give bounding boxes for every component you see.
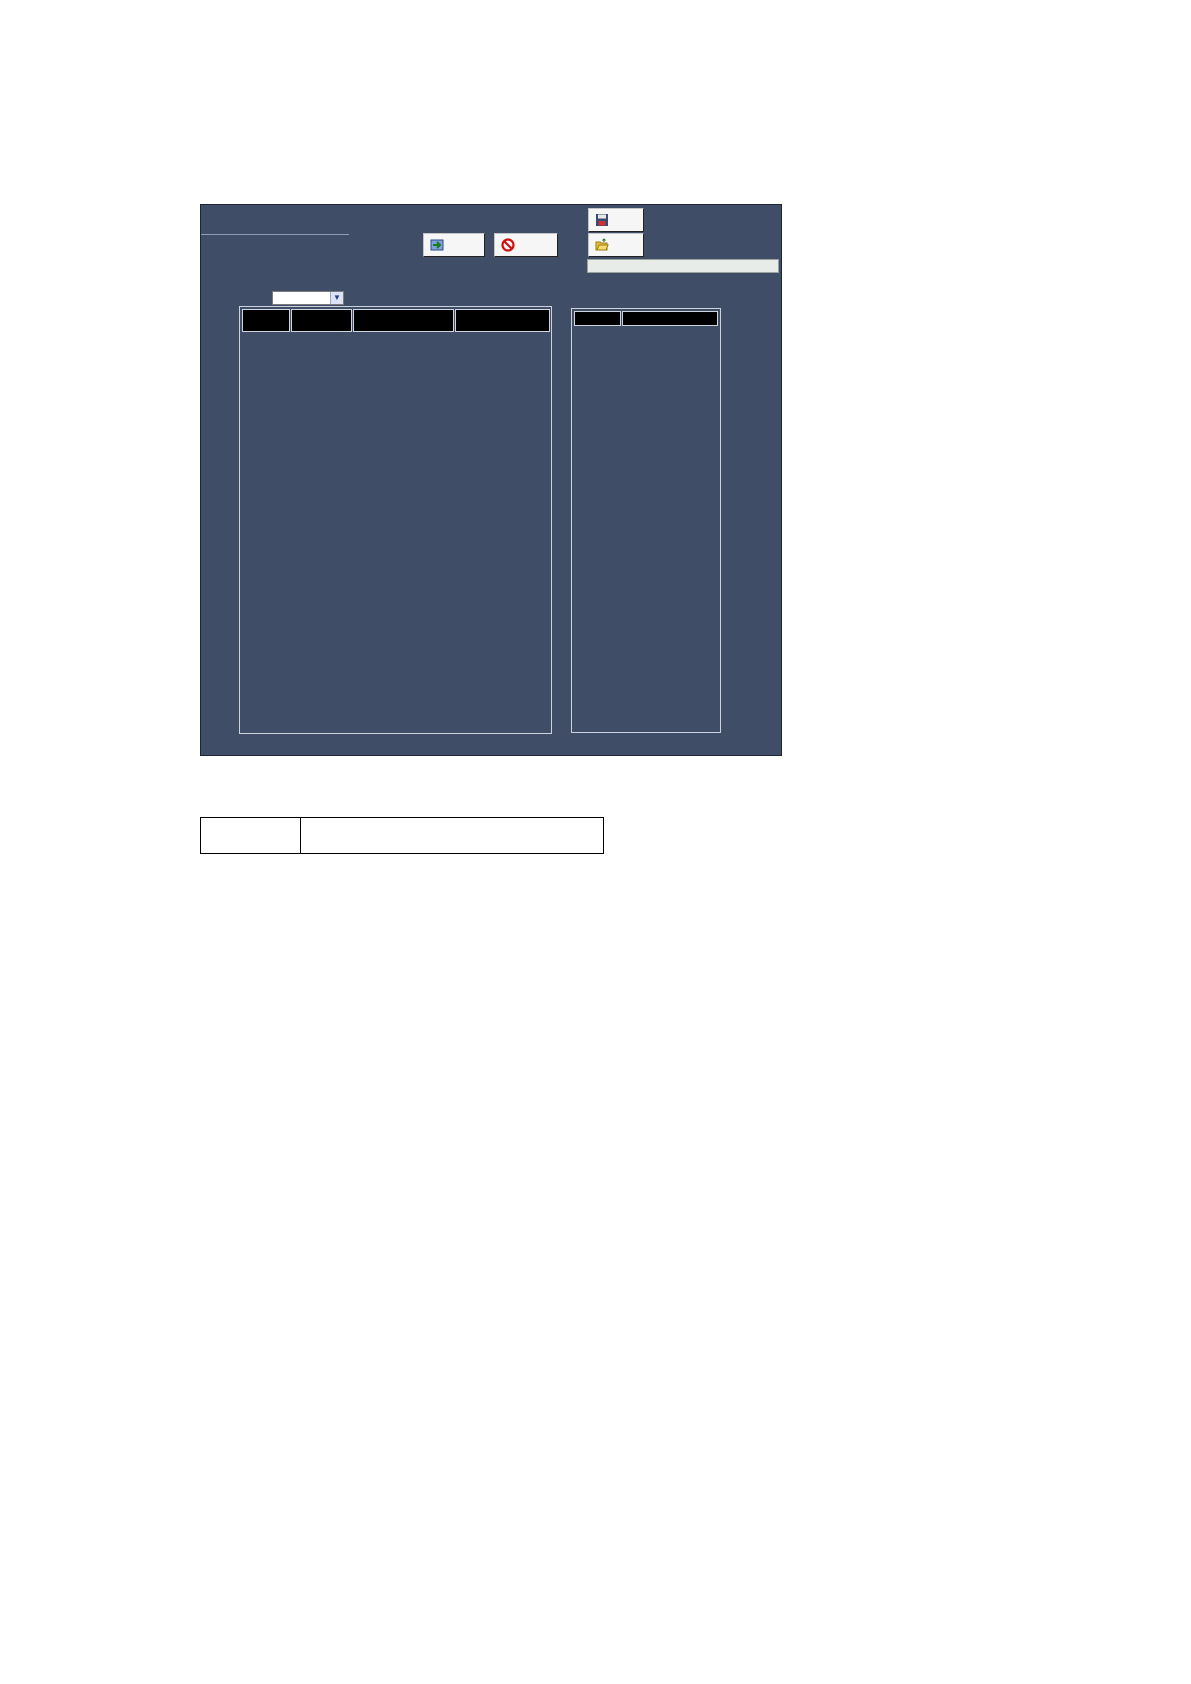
small-table-cell-left: [201, 818, 301, 854]
header-category-name: [622, 311, 718, 326]
cancel-button[interactable]: [494, 233, 558, 257]
header-category-no: [574, 311, 621, 326]
header-category: [291, 309, 352, 332]
floppy-disk-icon: [595, 213, 609, 227]
small-info-table: [200, 817, 604, 854]
header-name-ascii: [353, 309, 454, 332]
load-button[interactable]: [588, 233, 644, 257]
save-button[interactable]: [588, 208, 644, 232]
send-icon: [430, 238, 444, 252]
small-table-cell-right: [301, 818, 604, 854]
header-logical-no: [242, 309, 290, 332]
chevron-down-icon: ▼: [330, 292, 343, 304]
folder-open-icon: [595, 238, 609, 252]
send-button[interactable]: [423, 233, 485, 257]
parameter-table: [200, 877, 1061, 1496]
source-name-window: [200, 204, 782, 756]
source-category-table: [571, 308, 721, 733]
cancel-icon: [501, 238, 515, 252]
title-underline: [201, 234, 349, 235]
range-select[interactable]: [272, 291, 344, 305]
header-id-name-kanji: [455, 309, 550, 332]
source-name-table: [239, 306, 552, 734]
status-field: [587, 259, 779, 273]
